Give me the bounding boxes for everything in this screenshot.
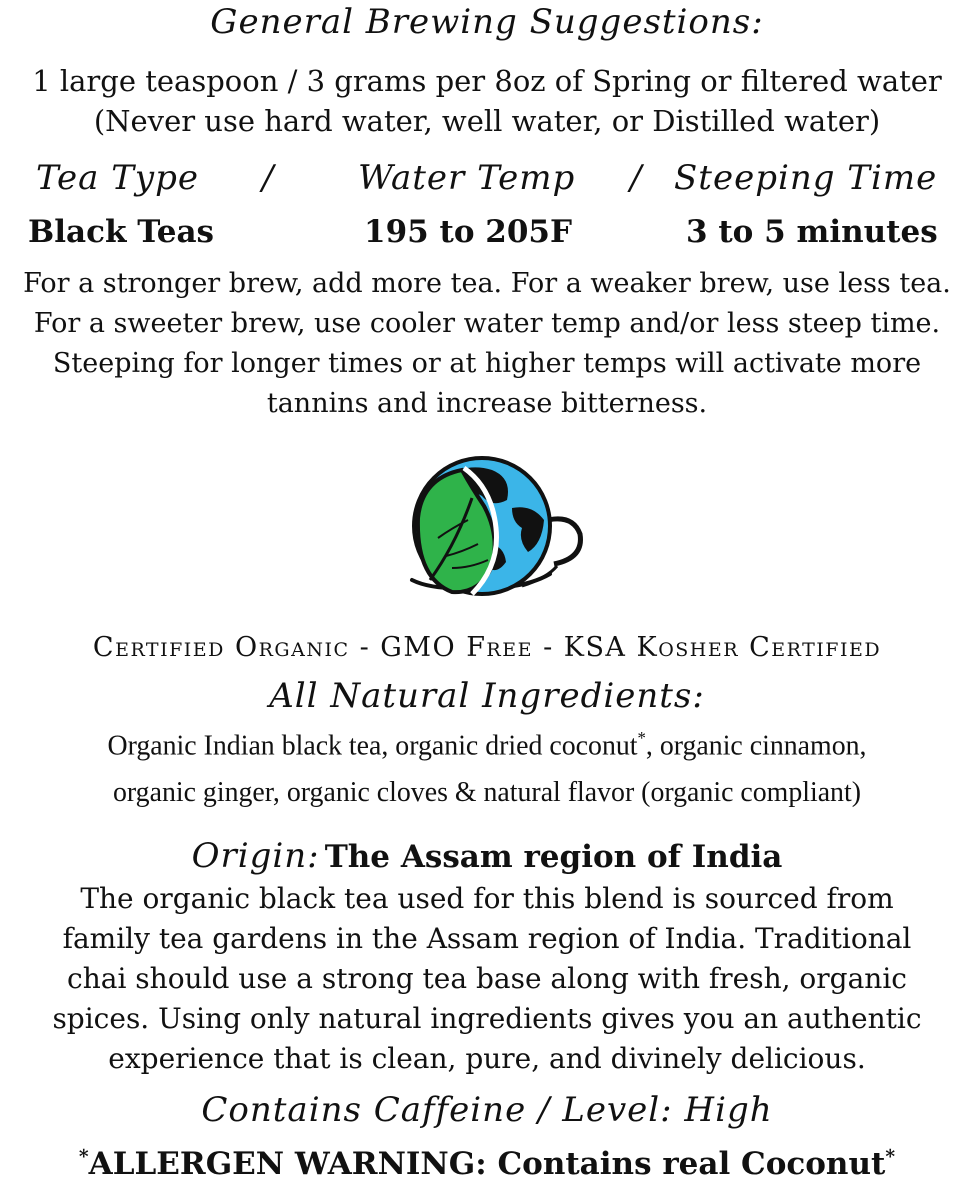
table-values-row: [0, 214, 974, 254]
header-steeping-time: Steeping Time: [674, 158, 938, 198]
header-sep-1: /: [262, 158, 275, 198]
ingredients-line-2: organic ginger, organic cloves & natural flavor (organic compliant): [112, 776, 861, 808]
origin-label: Origin:: [191, 836, 320, 876]
origin-body-3: chai should use a strong tea base along with fresh, organic: [67, 962, 907, 995]
globe-leaf-teacup-logo: [372, 448, 604, 616]
value-steep-time: 3 to 5 minutes: [686, 214, 938, 250]
origin-body-2: family tea gardens in the Assam region of India. Traditional: [62, 922, 912, 955]
value-water-temp: 195 to 205F: [364, 214, 573, 250]
table-header-row: [0, 158, 974, 202]
header-water-temp: Water Temp: [358, 158, 576, 198]
value-tea-type: Black Teas: [28, 214, 214, 250]
ingredients-line-1: [19, 728, 954, 763]
ingredients-heading: All Natural Ingredients:: [269, 676, 705, 716]
tip-line-1: For a stronger brew, add more tea. For a weaker brew, use less tea.: [23, 268, 951, 299]
coconut-asterisk: *: [637, 728, 646, 748]
header-tea-type: Tea Type: [36, 158, 200, 198]
caffeine-line: Contains Caffeine / Level: High: [201, 1090, 773, 1130]
allergen-star-right: *: [885, 1146, 896, 1168]
ingredients-line-1-a: Organic Indian black tea, organic dried coconut: [107, 729, 638, 762]
allergen-star-left: *: [78, 1146, 89, 1168]
allergen-label: ALLERGEN WARNING:: [88, 1146, 487, 1182]
allergen-text: Contains real Coconut: [497, 1146, 886, 1182]
logo-icon: [372, 448, 604, 616]
origin-body-5: experience that is clean, pure, and divinely delicious.: [108, 1042, 866, 1075]
tip-line-3: Steeping for longer times or at higher temps will activate more: [52, 348, 922, 379]
brewing-heading: General Brewing Suggestions:: [210, 2, 764, 42]
ingredients-line-1-b: , organic cinnamon,: [645, 729, 867, 762]
origin-body-4: spices. Using only natural ingredients gives you an authentic: [52, 1002, 922, 1035]
origin-body-1: The organic black tea used for this blend is sourced from: [80, 882, 894, 915]
brewing-line-2: (Never use hard water, well water, or Distilled water): [93, 104, 881, 138]
header-sep-2: /: [630, 158, 643, 198]
brewing-line-1: 1 large teaspoon / 3 grams per 8oz of Spring or filtered water: [32, 64, 942, 98]
origin-heading: [0, 836, 974, 876]
allergen-warning: [0, 1146, 974, 1182]
origin-value: The Assam region of India: [324, 839, 783, 875]
certified-line: Certified Organic - GMO Free - KSA Kosher Certified: [92, 632, 882, 663]
tip-line-2: For a sweeter brew, use cooler water temp and/or less steep time.: [33, 308, 941, 339]
tip-line-4: tannins and increase bitterness.: [266, 388, 708, 419]
